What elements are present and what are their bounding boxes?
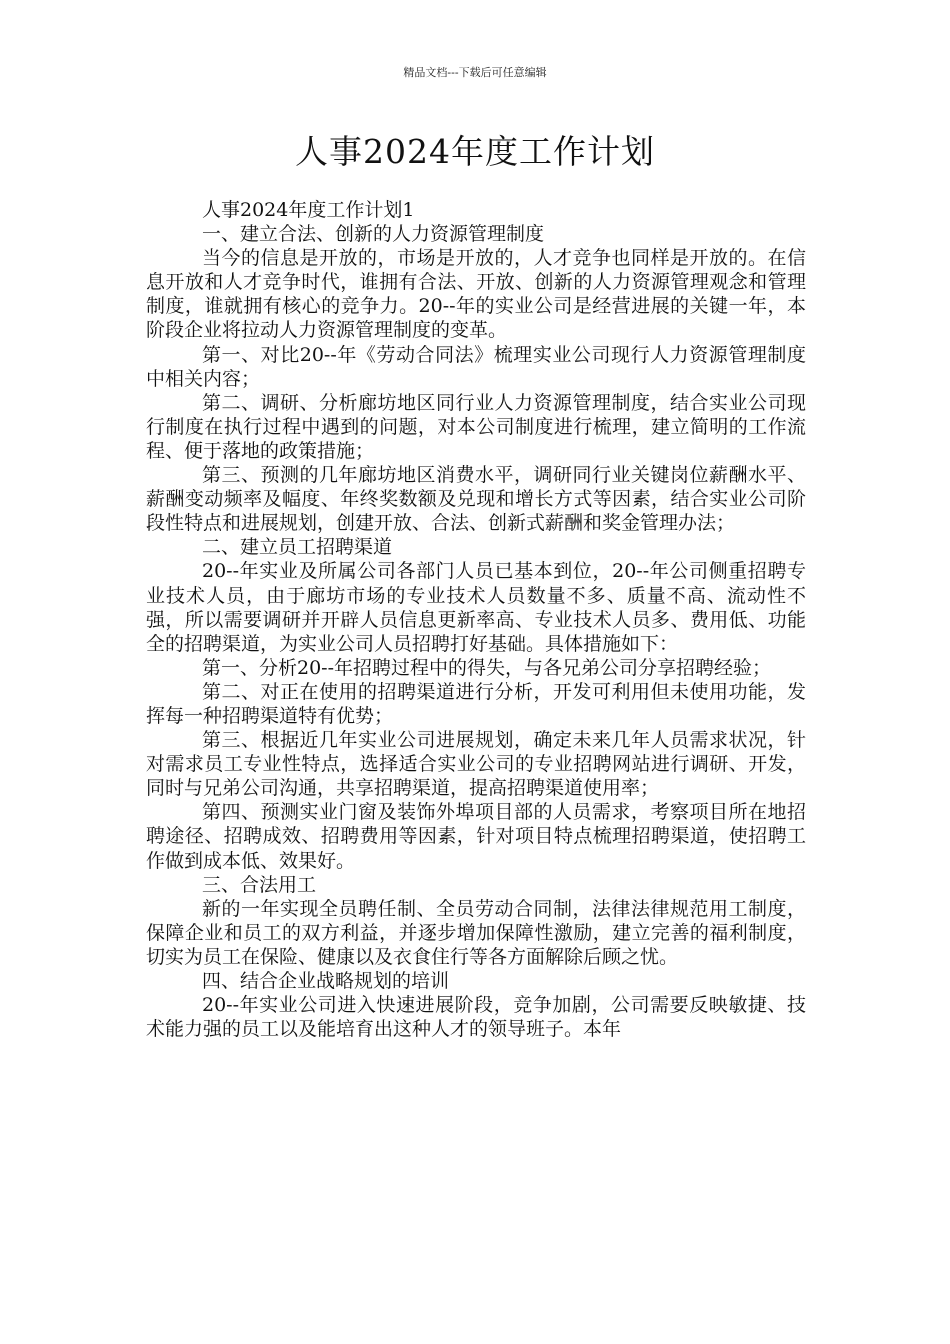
section-heading-3: 三、合法用工 bbox=[202, 873, 317, 896]
document-title: 人事2024年度工作计划 bbox=[295, 132, 655, 171]
paragraph: 新的一年实现全员聘任制、全员劳动合同制，法律法律规范用工制度，保障企业和员工的双方利益，并逐步增加保障性激励，建立完善的福利制度，切实为员工在保险、健康以及衣食住行等各方面解除后顾之忧。 bbox=[146, 897, 806, 968]
paragraph: 第三、根据近几年实业公司进展规划，确定未来几年人员需求状况，针对需求员工专业性特点，选择适合实业公司的专业招聘网站进行调研、开发，同时与兄弟公司沟通，共享招聘渠道，提高招聘渠道使用率； bbox=[146, 729, 806, 800]
paragraph: 20--年实业公司进入快速进展阶段，竞争加剧，公司需要反映敏捷、技术能力强的员工以及能培育出这种人才的领导班子。本年 bbox=[146, 994, 806, 1041]
header-note: 精品文档---下载后可任意编辑 bbox=[403, 66, 547, 79]
section-heading-2: 二、建立员工招聘渠道 bbox=[202, 536, 393, 559]
paragraph: 第四、预测实业门窗及装饰外埠项目部的人员需求，考察项目所在地招聘途径、招聘成效、招聘费用等因素，针对项目特点梳理招聘渠道，使招聘工作做到成本低、效果好。 bbox=[146, 801, 806, 872]
subtitle: 人事2024年度工作计划1 bbox=[202, 199, 415, 221]
section-heading-1: 一、建立合法、创新的人力资源管理制度 bbox=[202, 223, 545, 246]
document-body bbox=[146, 198, 806, 1041]
paragraph: 第一、对比20--年《劳动合同法》梳理实业公司现行人力资源管理制度中相关内容； bbox=[146, 343, 806, 390]
paragraph: 第三、预测的几年廊坊地区消费水平，调研同行业关键岗位薪酬水平、薪酬变动频率及幅度、年终奖数额及兑现和增长方式等因素，结合实业公司阶段性特点和进展规划，创建开放、合法、创新式薪酬和奖金管理办法； bbox=[146, 464, 806, 535]
paragraph: 20--年实业及所属公司各部门人员已基本到位，20--年公司侧重招聘专业技术人员，由于廊坊市场的专业技术人员数量不多、质量不高、流动性不强，所以需要调研并开辟人员信息更新率高、专业技术人员多、费用低、功能全的招聘渠道，为实业公司人员招聘打好基础。具体措施如下： bbox=[146, 560, 806, 655]
section-heading-4: 四、结合企业战略规划的培训 bbox=[202, 970, 450, 992]
paragraph: 第二、对正在使用的招聘渠道进行分析，开发可利用但未使用功能，发挥每一种招聘渠道特有优势； bbox=[146, 680, 806, 727]
paragraph: 第一、分析20--年招聘过程中的得失，与各兄弟公司分享招聘经验； bbox=[202, 656, 772, 679]
paragraph: 第二、调研、分析廊坊地区同行业人力资源管理制度，结合实业公司现行制度在执行过程中遇到的问题，对本公司制度进行梳理，建立简明的工作流程、便于落地的政策措施； bbox=[146, 391, 806, 462]
paragraph: 当今的信息是开放的，市场是开放的，人才竞争也同样是开放的。在信息开放和人才竞争时代，谁拥有合法、开放、创新的人力资源管理观念和管理制度，谁就拥有核心的竞争力。20--年的实业公司是经营进展的关键一年，本阶段企业将拉动人力资源管理制度的变革。 bbox=[146, 247, 806, 342]
